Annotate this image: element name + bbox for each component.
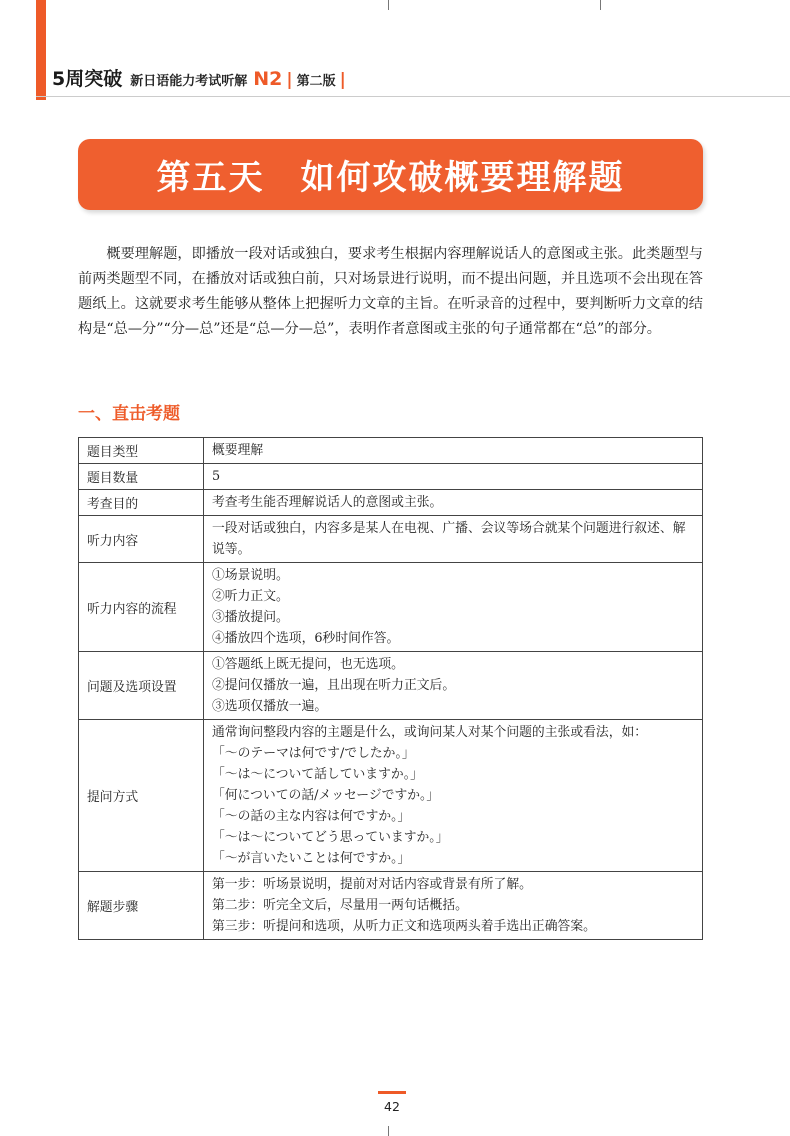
row-label: 听力内容	[79, 516, 204, 563]
table-row	[79, 516, 703, 563]
row-value	[204, 490, 703, 516]
book-level: N2	[253, 68, 283, 90]
header-rule	[36, 96, 790, 97]
row-value-line: 第一步：听场景说明，提前对对话内容或背景有所了解。	[212, 877, 532, 892]
table-row	[79, 490, 703, 516]
row-value-line: ③选项仅播放一遍。	[212, 699, 328, 714]
table-row	[79, 652, 703, 720]
row-label: 问题及选项设置	[79, 652, 204, 720]
book-edition: 第二版	[296, 74, 336, 89]
row-value-line: 第三步：听提问和选项，从听力正文和选项两头着手选出正确答案。	[212, 919, 596, 934]
exam-info-table	[78, 437, 703, 940]
row-value-line: 一段对话或独白，内容多是某人在电视、广播、会议等场合就某个问题进行叙述、解说等。	[212, 521, 686, 557]
running-header	[52, 64, 350, 90]
row-value-line: 5	[212, 469, 221, 484]
chapter-title: 第五天 如何攻破概要理解题	[156, 158, 625, 198]
row-value-line: ①答题纸上既无提问，也无选项。	[212, 657, 404, 672]
table-row	[79, 464, 703, 490]
row-value-line: 「～は～についてどう思っていますか。」	[212, 830, 449, 845]
row-value-line: ②听力正文。	[212, 589, 289, 604]
row-value	[204, 872, 703, 940]
row-label: 提问方式	[79, 720, 204, 872]
row-value	[204, 652, 703, 720]
table-row	[79, 563, 703, 652]
row-value	[204, 438, 703, 464]
row-label: 题目类型	[79, 438, 204, 464]
row-value	[204, 720, 703, 872]
table-row	[79, 872, 703, 940]
crop-mark-top-right	[600, 0, 601, 10]
row-value-line: 概要理解	[212, 443, 264, 458]
crop-mark-top	[388, 0, 389, 10]
row-value-line: 通常询问整段内容的主题是什么，或询问某人对某个问题的主张或看法，如：	[212, 725, 648, 740]
row-value-line: 「～が言いたいことは何ですか。」	[212, 851, 411, 866]
book-subtitle: 新日语能力考试听解	[130, 74, 248, 89]
chapter-banner	[78, 139, 703, 210]
row-label: 解题步骤	[79, 872, 204, 940]
table-row	[79, 438, 703, 464]
page-number: 42	[384, 1099, 400, 1114]
row-label: 听力内容的流程	[79, 563, 204, 652]
row-value-line: 第二步：听完全文后，尽量用一两句话概括。	[212, 898, 468, 913]
row-value	[204, 516, 703, 563]
row-value-line: 「～のテーマは何です/でしたか。」	[212, 746, 415, 761]
crop-mark-bottom	[388, 1126, 389, 1136]
row-value-line: ③播放提问。	[212, 610, 289, 625]
header-separator: |	[286, 70, 293, 90]
row-value-line: 考查考生能否理解说话人的意图或主张。	[212, 495, 443, 510]
section-heading: 一、直击考题	[78, 404, 180, 424]
row-value-line: 「～は～について話していますか。」	[212, 767, 423, 782]
page-number-bar	[378, 1091, 406, 1094]
table-row	[79, 720, 703, 872]
row-value-line: 「～の話の主な内容は何ですか。」	[212, 809, 411, 824]
header-separator-end: |	[339, 70, 346, 90]
row-value	[204, 464, 703, 490]
intro-paragraph: 概要理解题，即播放一段对话或独白，要求考生根据内容理解说话人的意图或主张。此类题型与前两类题型不同，在播放对话或独白前，只对场景进行说明，而不提出问题，并且选项不会出现在答题纸上。这就要求考生能够从整体上把握听力文章的主旨。在听录音的过程中，要判断听力文章的结构是“总—分”“分—总”还是“总—分—总”，表明作者意图或主张的句子通常都在“总”的部分。	[78, 246, 703, 337]
row-value-line: ②提问仅播放一遍，且出现在听力正文后。	[212, 678, 456, 693]
row-value-line: ④播放四个选项，6秒时间作答。	[212, 631, 400, 646]
row-value	[204, 563, 703, 652]
accent-bar	[36, 0, 46, 100]
row-label: 题目数量	[79, 464, 204, 490]
row-label: 考查目的	[79, 490, 204, 516]
book-brand: 5周突破	[52, 68, 123, 90]
row-value-line: 「何についての話/メッセージですか。」	[212, 788, 440, 803]
row-value-line: ①场景说明。	[212, 568, 289, 583]
